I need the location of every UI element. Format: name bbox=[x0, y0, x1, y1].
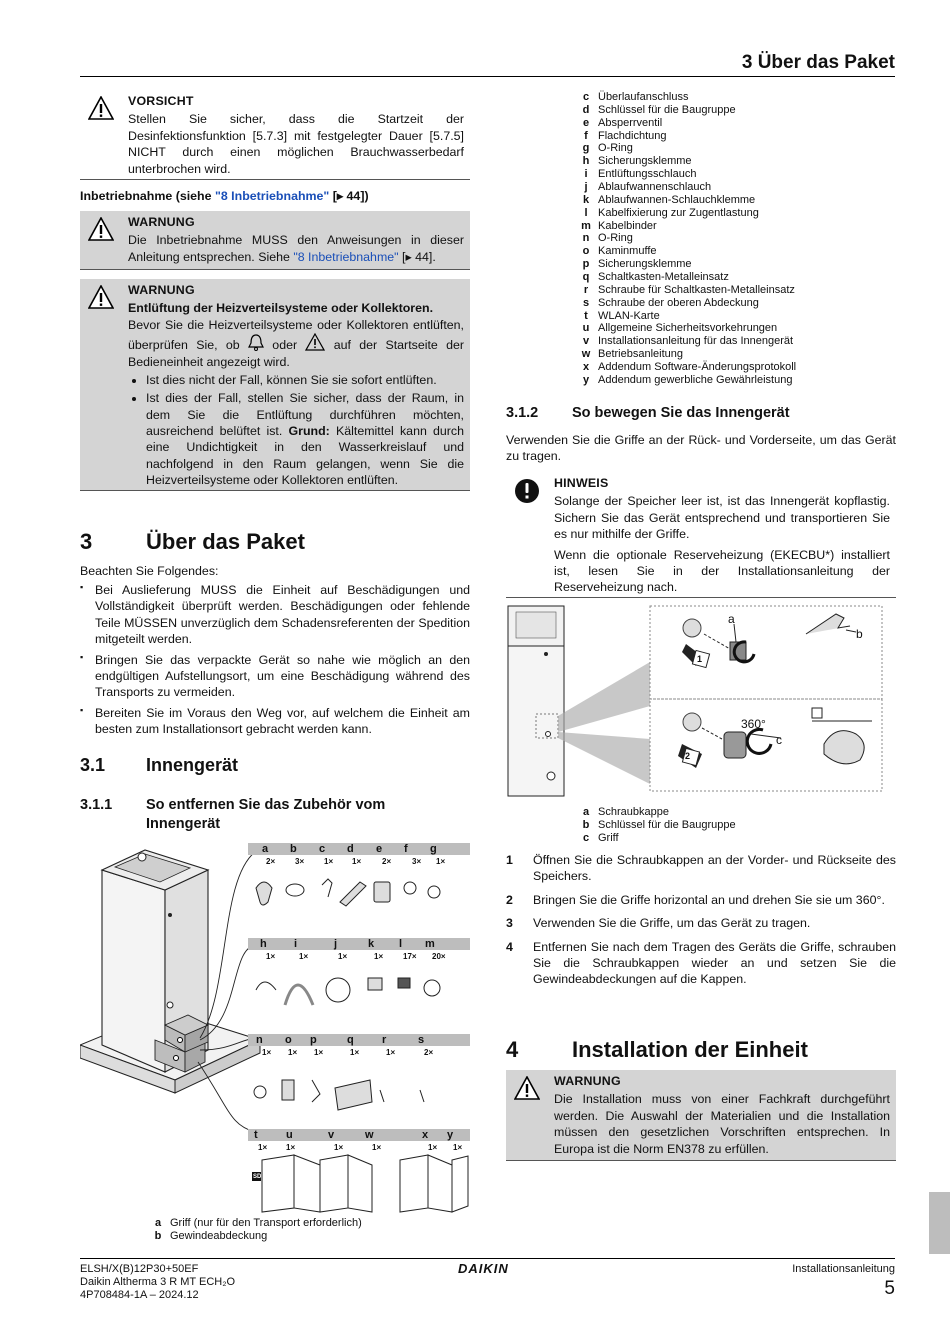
warning1-text-suffix: [▸ 44]. bbox=[398, 249, 436, 264]
legend-value: Betriebsanleitung bbox=[598, 348, 684, 361]
acc-letter-i: i bbox=[294, 938, 298, 950]
legend-value: Addendum Software-Änderungsprotokoll bbox=[598, 361, 797, 374]
legend-key: a bbox=[154, 1217, 162, 1229]
notice-p2: Wenn die optionale Reserveheizung (EKECBU*) installiert ist, lesen Sie in der Installationsanleitung der Reserveheizung nach. bbox=[554, 547, 890, 595]
warning2-bullet-2 bbox=[146, 390, 464, 488]
legend-item bbox=[574, 155, 894, 168]
legend-value: Kaminmuffe bbox=[598, 245, 657, 258]
legend-item bbox=[574, 207, 894, 220]
legend-key: k bbox=[582, 193, 590, 206]
legend-key: q bbox=[582, 271, 590, 284]
warning1-title: WARNUNG bbox=[128, 215, 195, 229]
section-3-1-2-heading bbox=[506, 404, 790, 423]
legend-item bbox=[574, 297, 894, 310]
legend-item bbox=[574, 220, 894, 233]
legend-value: Flachdichtung bbox=[598, 129, 667, 142]
acc-qty-x: 1× bbox=[428, 1143, 438, 1152]
legend-value: Installationsanleitung für das Innengerät bbox=[598, 335, 794, 348]
warning-triangle-icon bbox=[88, 285, 114, 309]
legend-key: b bbox=[582, 818, 590, 831]
section-3-heading bbox=[80, 527, 305, 556]
move-label-c: c bbox=[776, 733, 782, 747]
legend-key: g bbox=[582, 142, 590, 155]
legend-item bbox=[574, 361, 894, 374]
legend-item bbox=[574, 819, 894, 832]
section-3-1-1-heading bbox=[80, 796, 446, 834]
section-4-title: Installation der Einheit bbox=[572, 1037, 808, 1062]
footer-product: Daikin Altherma 3 R MT ECH₂O bbox=[80, 1276, 236, 1289]
notice-p1: Solange der Speicher leer ist, ist das Innengerät kopflastig. Sichern Sie das Gerät entsprechend und transportieren Sie es nur mithilfe der Griffe. bbox=[554, 494, 890, 542]
move-label-a: a bbox=[728, 612, 735, 626]
warning1-text-prefix: Die Inbetriebnahme MUSS den Anweisungen in dieser Anleitung entsprechen. Siehe bbox=[128, 233, 464, 264]
legend-value: Schraube für Schaltkasten-Metalleinsatz bbox=[598, 283, 795, 296]
warning-box-commissioning bbox=[80, 211, 470, 270]
acc-qty-c: 1× bbox=[324, 857, 334, 866]
acc-letter-k: k bbox=[368, 938, 375, 950]
legend-key: r bbox=[583, 283, 589, 296]
step-text: Verwenden Sie die Griffe, um das Gerät zu tragen. bbox=[533, 916, 811, 931]
legend-value: Entlüftungsschlauch bbox=[598, 168, 697, 181]
accessory-strip-row1 bbox=[248, 843, 470, 855]
acc-qty-d: 1× bbox=[352, 857, 362, 866]
section-3-1-title: Innengerät bbox=[146, 755, 239, 775]
acc-letter-q: q bbox=[347, 1034, 354, 1046]
footer-left bbox=[80, 1263, 235, 1303]
footer-rule bbox=[80, 1258, 895, 1259]
acc-letter-f: f bbox=[404, 843, 408, 855]
legend-value: Kabelfixierung zur Zugentlastung bbox=[598, 206, 759, 219]
legend-key: l bbox=[584, 206, 588, 219]
legend-key: j bbox=[584, 181, 588, 194]
accessory-strip-row4 bbox=[248, 1129, 470, 1141]
footer-docnum: 4P708484-1A – 2024.12 bbox=[80, 1289, 199, 1302]
acc-qty-i: 1× bbox=[299, 952, 309, 961]
acc-letter-m: m bbox=[425, 938, 435, 950]
acc-sd-label: SD bbox=[253, 1174, 262, 1180]
warning3-text: Die Installation muss von einer Fachkraft durchgeführt werden. Die Auswahl der Materialien und die Installation müssen den gesetzlichen Vorschriften entsprechen. In Europa ist die Norm EN378 zu erfüllen. bbox=[554, 1092, 890, 1156]
step-number: 2 bbox=[506, 892, 513, 907]
legend-key: i bbox=[584, 168, 588, 181]
acc-letter-p: p bbox=[310, 1034, 317, 1046]
legend-item bbox=[574, 194, 894, 207]
section-3-1-heading bbox=[80, 754, 238, 778]
step-text: Bringen Sie die Griffe horizontal an und drehen Sie sie um 360°. bbox=[533, 892, 885, 907]
legend-key: n bbox=[582, 232, 590, 245]
acc-qty-o: 1× bbox=[288, 1048, 298, 1057]
warning-triangle-icon bbox=[514, 1076, 540, 1100]
legend-value: Addendum gewerbliche Gewährleistung bbox=[598, 373, 793, 386]
move-step-1-label: 1 bbox=[697, 654, 703, 664]
legend-value: Schaltkasten-Metalleinsatz bbox=[598, 271, 729, 284]
acc-letter-j: j bbox=[334, 938, 338, 950]
section-3-1-num: 3.1 bbox=[80, 755, 106, 775]
legend-item bbox=[574, 335, 894, 348]
legend-key: e bbox=[582, 116, 590, 129]
acc-qty-u: 1× bbox=[286, 1143, 296, 1152]
legend-item bbox=[574, 142, 894, 155]
legend-item bbox=[574, 91, 894, 104]
legend-key: c bbox=[582, 91, 590, 103]
acc-letter-x: x bbox=[422, 1129, 429, 1141]
acc-letter-n: n bbox=[256, 1034, 263, 1046]
acc-qty-h: 1× bbox=[266, 952, 276, 961]
acc-qty-j: 1× bbox=[338, 952, 348, 961]
acc-letter-a: a bbox=[262, 843, 269, 855]
section-3-1-2-title: So bewegen Sie das Innengerät bbox=[572, 405, 790, 421]
legend-accessory-left bbox=[146, 1217, 466, 1243]
acc-qty-v: 1× bbox=[334, 1143, 344, 1152]
commissioning-line bbox=[80, 188, 470, 204]
step-item bbox=[506, 852, 896, 885]
legend-value: Schraubkappe bbox=[598, 806, 669, 818]
legend-item bbox=[574, 168, 894, 181]
legend-key: s bbox=[582, 296, 590, 309]
step-item bbox=[506, 939, 896, 988]
step-number: 4 bbox=[506, 939, 513, 954]
legend-key: b bbox=[154, 1229, 162, 1242]
bell-icon bbox=[248, 333, 264, 351]
warning2-bullet2-b: Kältemittel kann durch eine Undichtigkeit in den Wasserkreislauf und nachfolgend in den Raum gelangen, wenn Sie die Heizverteilsysteme oder Kollektoren entlüften. bbox=[146, 424, 465, 488]
legend-item bbox=[574, 130, 894, 143]
legend-accessory-right bbox=[574, 91, 894, 387]
commissioning-prefix: Inbetriebnahme (siehe bbox=[80, 189, 215, 203]
acc-qty-b: 3× bbox=[295, 857, 305, 866]
legend-value: Sicherungsklemme bbox=[598, 258, 692, 271]
footer-doc-type: Installationsanleitung bbox=[792, 1263, 895, 1275]
acc-letter-c: c bbox=[319, 843, 326, 855]
warning-triangle-icon bbox=[88, 217, 114, 241]
legend-key: o bbox=[582, 245, 590, 258]
warning1-link[interactable]: "8 Inbetriebnahme" bbox=[293, 249, 399, 264]
acc-letter-w: w bbox=[365, 1129, 374, 1141]
acc-letter-e: e bbox=[376, 843, 383, 855]
acc-letter-g: g bbox=[430, 843, 437, 855]
section-3-bullet-2: ▪ Bringen Sie das verpackte Gerät so nahe wie möglich an den endgültigen Aufstellungsort, um eine Beschädigung während des Transports zu vermeiden. bbox=[80, 652, 470, 701]
legend-item bbox=[574, 806, 894, 819]
exclamation-circle-icon bbox=[514, 478, 540, 504]
section-3-1-1-num: 3.1.1 bbox=[80, 797, 113, 813]
step-text: Öffnen Sie die Schraubkappen an der Vorder- und Rückseite des Speichers. bbox=[533, 853, 896, 884]
legend-key: m bbox=[581, 219, 591, 232]
legend-key: t bbox=[584, 309, 588, 322]
legend-value: Kabelbinder bbox=[598, 219, 657, 232]
legend-value: Gewindeabdeckung bbox=[170, 1229, 268, 1242]
legend-value: Überlaufanschluss bbox=[598, 91, 689, 103]
acc-qty-f: 3× bbox=[412, 857, 422, 866]
warning2-title: WARNUNG bbox=[128, 283, 195, 297]
acc-qty-s: 2× bbox=[424, 1048, 434, 1057]
section-tab-marker bbox=[929, 1192, 950, 1254]
legend-value: Allgemeine Sicherheitsvorkehrungen bbox=[598, 322, 778, 335]
legend-item bbox=[146, 1230, 466, 1243]
moving-unit-figure bbox=[506, 604, 896, 804]
legend-value: Griff bbox=[598, 831, 619, 844]
caution-text: Stellen Sie sicher, dass die Startzeit der Desinfektionsfunktion [5.7.3] mit festgelegter Dauer [5.7.5] NICHT durch einen möglichen Brauchwasserbedarf unterbrochen wird. bbox=[128, 112, 464, 176]
legend-item bbox=[574, 104, 894, 117]
legend-value: O-Ring bbox=[598, 142, 633, 155]
legend-value: Griff (nur für den Transport erforderlich) bbox=[170, 1217, 362, 1229]
legend-item bbox=[574, 117, 894, 130]
section-3-num: 3 bbox=[80, 529, 93, 554]
acc-qty-n: 1× bbox=[262, 1048, 272, 1057]
step-item bbox=[506, 915, 896, 931]
legend-value: Schlüssel für die Baugruppe bbox=[598, 818, 736, 831]
legend-value: Schraube der oberen Abdeckung bbox=[598, 296, 759, 309]
legend-key: x bbox=[582, 361, 590, 374]
footer-brand-logo: DAIKIN bbox=[458, 1261, 509, 1276]
section-3-bullet-1: ▪ Bei Auslieferung MUSS die Einheit auf Beschädigungen und Vollständigkeit überprüft werden. Beschädigungen oder fehlende Teile MÜSSEN unverzüglich dem Schadensreferenten der Spedition mitgeteilt werden. bbox=[80, 582, 470, 648]
warning2-text-or: oder bbox=[272, 338, 298, 353]
legend-item bbox=[574, 348, 894, 361]
caution-title: VORSICHT bbox=[128, 94, 194, 108]
notice-box bbox=[506, 472, 896, 598]
warning2-text-a: Bevor Sie die Heizverteilsysteme oder Kollektoren entlüften, überprüfen Sie, ob bbox=[128, 317, 464, 353]
warning2-bullet-1: • Ist dies nicht der Fall, können Sie sie sofort entlüften. bbox=[146, 372, 464, 388]
section-4-heading bbox=[506, 1035, 808, 1064]
acc-qty-k: 1× bbox=[374, 952, 384, 961]
warning1-text bbox=[128, 232, 464, 265]
legend-value: Sicherungsklemme bbox=[598, 155, 692, 168]
acc-letter-h: h bbox=[260, 938, 267, 950]
warning-triangle-icon bbox=[88, 96, 114, 120]
step-item bbox=[506, 892, 896, 908]
legend-item bbox=[574, 232, 894, 245]
acc-letter-v: v bbox=[328, 1129, 335, 1141]
legend-item bbox=[574, 310, 894, 323]
acc-qty-r: 1× bbox=[386, 1048, 396, 1057]
page-header-title: 3 Über das Paket bbox=[741, 52, 895, 73]
move-step-2-label: 2 bbox=[685, 751, 691, 761]
acc-qty-p: 1× bbox=[314, 1048, 324, 1057]
legend-value: Absperrventil bbox=[598, 116, 663, 129]
section-3-1-1-title: So entfernen Sie das Zubehör vom Innengerät bbox=[146, 797, 386, 833]
warning2-text bbox=[128, 317, 464, 370]
acc-letter-t: t bbox=[254, 1129, 258, 1141]
notice-title: HINWEIS bbox=[554, 476, 609, 490]
warning2-bullet2-bold: Grund: bbox=[288, 424, 330, 438]
legend-item bbox=[574, 181, 894, 194]
moving-steps bbox=[506, 852, 896, 995]
move-label-b: b bbox=[856, 627, 863, 641]
accessory-strip-row3 bbox=[248, 1034, 470, 1046]
legend-value: Schlüssel für die Baugruppe bbox=[598, 103, 736, 116]
legend-key: p bbox=[582, 258, 590, 271]
legend-value: Ablaufwannenschlauch bbox=[598, 181, 712, 194]
accessory-strip-row2 bbox=[248, 938, 470, 950]
acc-letter-y: y bbox=[447, 1129, 454, 1141]
legend-key: u bbox=[582, 322, 590, 335]
acc-qty-g: 1× bbox=[436, 857, 446, 866]
acc-qty-y: 1× bbox=[453, 1143, 463, 1152]
section-3-bullet-3: ▪ Bereiten Sie im Voraus den Weg vor, auf welchem die Einheit am besten zum Installationsort gebracht werden kann. bbox=[80, 705, 470, 738]
warning-triangle-small-icon bbox=[305, 333, 325, 351]
commissioning-link[interactable]: "8 Inbetriebnahme" bbox=[214, 189, 330, 203]
legend-key: a bbox=[582, 806, 590, 818]
legend-value: WLAN-Karte bbox=[598, 309, 660, 322]
acc-qty-e: 2× bbox=[382, 857, 392, 866]
legend-key: f bbox=[584, 129, 588, 142]
acc-letter-r: r bbox=[382, 1034, 387, 1046]
legend-key: c bbox=[582, 831, 590, 844]
legend-item bbox=[574, 245, 894, 258]
acc-qty-q: 1× bbox=[350, 1048, 360, 1057]
warning2-bold-line: Entlüftung der Heizverteilsysteme oder Kollektoren. bbox=[128, 301, 434, 316]
section-3-1-2-num: 3.1.2 bbox=[506, 405, 539, 421]
warning-box-venting bbox=[80, 279, 470, 491]
acc-letter-l: l bbox=[399, 938, 403, 950]
acc-letter-b: b bbox=[290, 843, 297, 855]
section-3-1-2-text: Verwenden Sie die Griffe an der Rück- und Vorderseite, um das Gerät zu tragen. bbox=[506, 433, 896, 464]
section-3-intro: Beachten Sie Folgendes: bbox=[80, 564, 219, 578]
acc-letter-o: o bbox=[285, 1034, 292, 1046]
acc-qty-t: 1× bbox=[258, 1143, 268, 1152]
acc-letter-d: d bbox=[347, 843, 354, 855]
warning2-text-b: auf der Startseite der Bedieneinheit angezeigt wird. bbox=[128, 338, 465, 369]
legend-key: d bbox=[582, 103, 590, 116]
acc-qty-l: 17× bbox=[403, 952, 417, 961]
step-text: Entfernen Sie nach dem Tragen des Geräts die Griffe, schrauben Sie die Schraubkappen wieder an und setzen Sie die Gewindeabdeckungen auf die Kappen. bbox=[533, 939, 896, 987]
caution-box bbox=[80, 90, 470, 180]
page-number: 5 bbox=[884, 1278, 895, 1299]
warning3-title: WARNUNG bbox=[554, 1074, 621, 1088]
step-number: 3 bbox=[506, 916, 513, 931]
legend-item bbox=[574, 322, 894, 335]
legend-item bbox=[574, 258, 894, 271]
legend-key: y bbox=[582, 373, 590, 386]
legend-item bbox=[146, 1217, 466, 1230]
acc-letter-s: s bbox=[418, 1034, 425, 1046]
legend-key: h bbox=[582, 155, 590, 168]
acc-letter-u: u bbox=[286, 1129, 293, 1141]
accessory-figure bbox=[80, 840, 475, 1215]
legend-item bbox=[574, 374, 894, 387]
section-3-title: Über das Paket bbox=[146, 529, 305, 554]
step-number: 1 bbox=[506, 853, 513, 867]
legend-item bbox=[574, 271, 894, 284]
section-4-num: 4 bbox=[506, 1037, 519, 1062]
acc-qty-w: 1× bbox=[372, 1143, 382, 1152]
legend-moving bbox=[574, 806, 894, 845]
header-rule bbox=[80, 76, 895, 77]
legend-value: O-Ring bbox=[598, 232, 633, 245]
warning2-bullet2-a: Ist dies der Fall, stellen Sie sicher, dass der Raum, in dem Sie die Entlüftung durchführen möchten, ausreichend belüftet ist. bbox=[146, 391, 464, 438]
move-angle-label: 360° bbox=[741, 717, 766, 731]
warning-box-installation bbox=[506, 1070, 896, 1161]
acc-qty-m: 20× bbox=[432, 952, 446, 961]
legend-item bbox=[574, 284, 894, 297]
footer-model: ELSH/X(B)12P30+50EF bbox=[80, 1263, 199, 1275]
acc-qty-a: 2× bbox=[266, 857, 276, 866]
legend-key: w bbox=[581, 348, 591, 361]
legend-key: v bbox=[582, 335, 590, 348]
commissioning-suffix: [▸ 44]) bbox=[329, 189, 369, 203]
legend-item bbox=[574, 832, 894, 845]
section-3-bullets bbox=[80, 582, 470, 741]
legend-value: Ablaufwannen-Schlauchklemme bbox=[598, 193, 756, 206]
